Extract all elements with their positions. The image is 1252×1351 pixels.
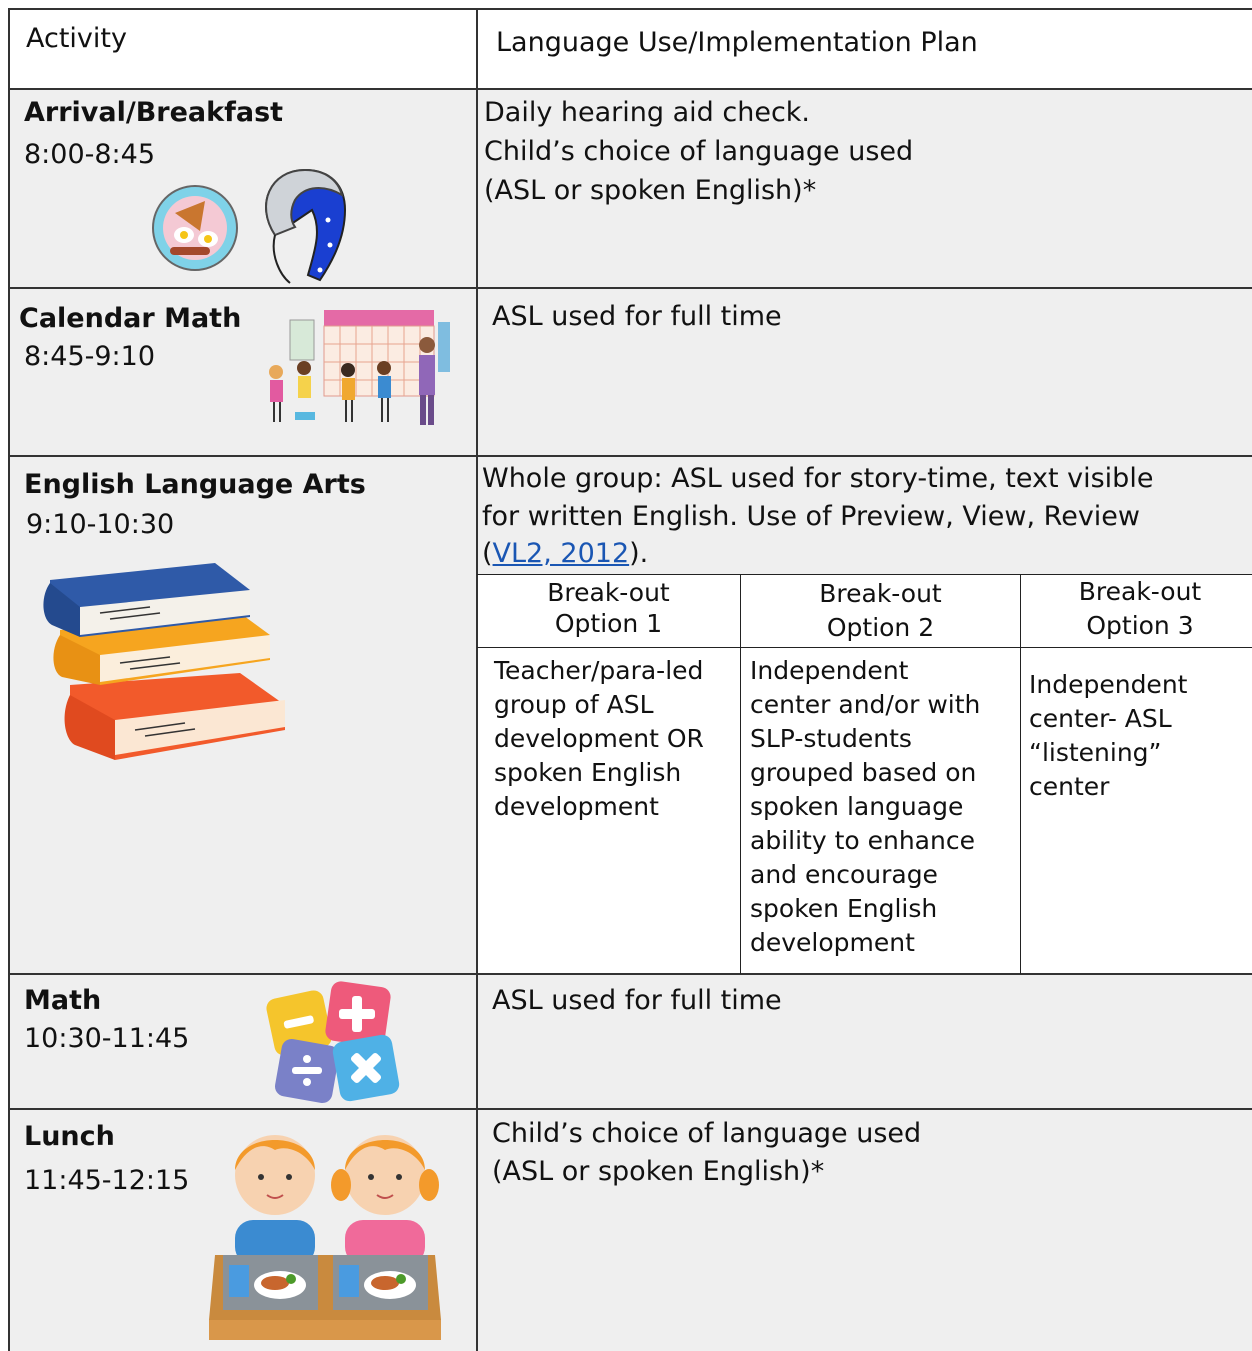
breakfast-plate-icon <box>150 183 240 273</box>
activity-time: 8:45-9:10 <box>24 341 156 372</box>
plan-line: for written English. Use of Preview, View, Review <box>482 501 1140 532</box>
citation-open: ( <box>482 538 493 569</box>
breakout-body-line: grouped based on <box>750 758 977 787</box>
plan-line: (ASL or spoken English)* <box>484 175 817 206</box>
column-divider <box>476 8 478 1351</box>
breakout-header-divider <box>477 647 1252 648</box>
hearing-aid-icon <box>250 165 360 285</box>
activity-title: Math <box>24 985 102 1016</box>
breakout-body-line: Independent <box>1029 670 1188 699</box>
breakout-heading-line: Option 2 <box>826 613 935 642</box>
breakout-body-line: development <box>750 928 915 957</box>
activity-title: Arrival/Breakfast <box>24 97 284 128</box>
math-operators-icon <box>266 980 406 1105</box>
activity-title: Calendar Math <box>19 303 242 334</box>
breakout-heading-line: Break-out <box>547 578 670 607</box>
breakout-1-body <box>494 654 704 824</box>
breakout-body-line: group of ASL <box>494 690 654 719</box>
activity-title: Lunch <box>24 1121 115 1152</box>
breakout-body-line: center and/or with <box>750 690 981 719</box>
plan-line: Child’s choice of language used <box>492 1118 922 1149</box>
children-lunch-illustration <box>205 1115 445 1345</box>
calendar-classroom-illustration <box>262 300 457 435</box>
breakout-body-line: Teacher/para-led <box>494 656 704 685</box>
table-border-top <box>9 8 1252 10</box>
books-stack-icon <box>40 555 300 775</box>
breakout-body-line: ability to enhance <box>750 826 975 855</box>
breakout-heading-line: Option 1 <box>554 609 663 638</box>
row-divider <box>9 88 1252 90</box>
plan-line: ASL used for full time <box>492 301 782 332</box>
breakout-body-line: center <box>1029 772 1110 801</box>
breakout-body-line: “listening” <box>1029 738 1162 767</box>
plan-citation <box>482 535 648 573</box>
citation-close: ). <box>629 538 649 569</box>
breakout-body-line: center- ASL <box>1029 704 1172 733</box>
plan-line: (ASL or spoken English)* <box>492 1156 825 1187</box>
breakout-heading-line: Break-out <box>819 579 942 608</box>
header-activity: Activity <box>26 23 127 54</box>
plan-line: Daily hearing aid check. <box>484 97 811 128</box>
breakout-body-line: and encourage <box>750 860 938 889</box>
activity-title: English Language Arts <box>24 469 366 500</box>
breakout-1-heading <box>477 576 740 641</box>
breakout-3-heading <box>1021 575 1252 643</box>
activity-time: 11:45-12:15 <box>24 1165 190 1196</box>
plan-line: Whole group: ASL used for story-time, text visible <box>482 463 1154 494</box>
breakout-2-heading <box>741 577 1020 645</box>
breakout-body-line: Independent <box>750 656 909 685</box>
row-divider <box>9 287 1252 289</box>
header-plan: Language Use/Implementation Plan <box>496 27 978 58</box>
plan-line: Child’s choice of language used <box>484 136 914 167</box>
breakout-heading-line: Break-out <box>1078 577 1202 606</box>
breakout-body-line: development <box>494 792 659 821</box>
breakout-body-line: development OR <box>494 724 704 753</box>
breakout-body-line: spoken English <box>750 894 938 923</box>
activity-time: 10:30-11:45 <box>24 1023 190 1054</box>
plan-line: ASL used for full time <box>492 985 782 1016</box>
row-divider <box>9 973 1252 975</box>
breakout-3-body <box>1029 668 1187 804</box>
row-divider <box>9 455 1252 457</box>
citation-link[interactable]: VL2, 2012 <box>492 538 630 569</box>
breakout-body-line: spoken English <box>494 758 682 787</box>
activity-time: 9:10-10:30 <box>26 509 175 540</box>
activity-time: 8:00-8:45 <box>24 139 156 170</box>
table-border-left <box>8 8 10 1351</box>
breakout-2-body <box>750 654 980 960</box>
breakout-body-line: spoken language <box>750 792 964 821</box>
breakout-heading-line: Option 3 <box>1086 611 1194 640</box>
row-divider <box>9 1108 1252 1110</box>
breakout-body-line: SLP-students <box>750 724 912 753</box>
